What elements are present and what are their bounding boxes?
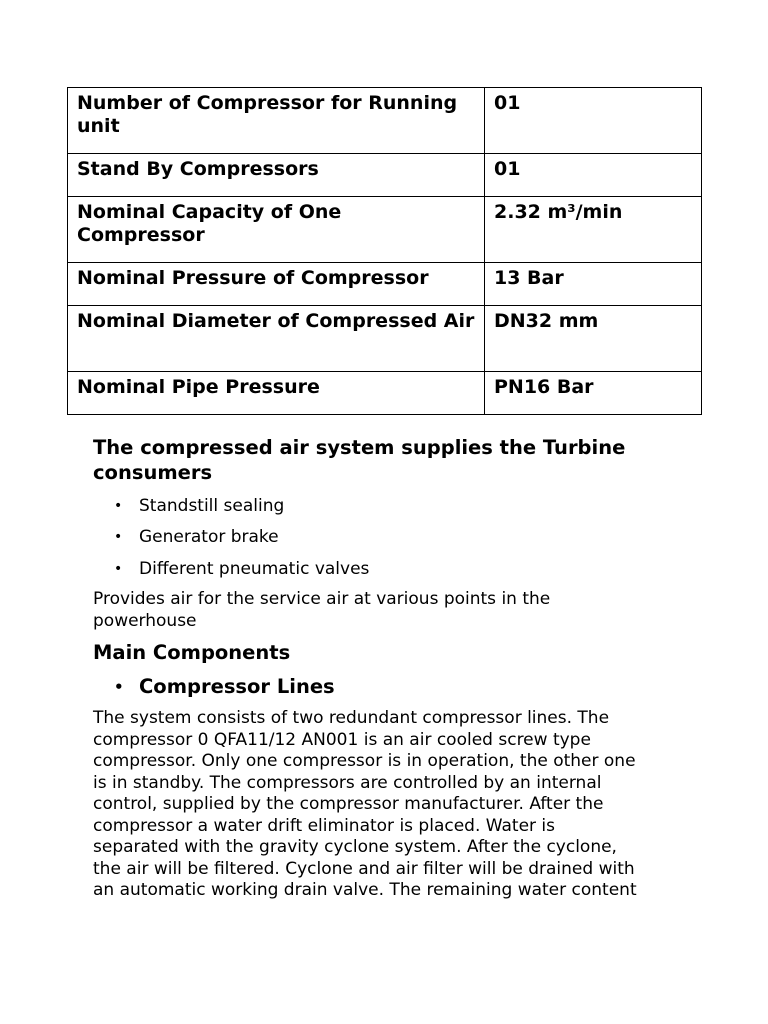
paragraph-line: is in standby. The compressors are controlled by an internal: [93, 772, 602, 793]
table-row: [68, 197, 702, 263]
section-heading: The compressed air system supplies the Turbine consumers: [93, 436, 626, 484]
spec-label: Number of Compressor for Running unit: [68, 88, 485, 154]
paragraph-line: compressor a water drift eliminator is placed. Water is: [93, 815, 555, 836]
spec-label: Nominal Diameter of Compressed Air: [68, 306, 485, 372]
spec-label: Stand By Compressors: [68, 154, 485, 197]
paragraph: Provides air for the service air at various points in the powerhouse: [93, 589, 551, 631]
table-row: [68, 154, 702, 197]
spec-label: Nominal Pressure of Compressor: [68, 263, 485, 306]
bullet-icon: •: [114, 678, 124, 696]
list-item: [93, 495, 683, 517]
section-heading: Main Components: [93, 641, 291, 664]
paragraph-line: the air will be filtered. Cyclone and air filter will be drained with: [93, 858, 635, 879]
list-item: [93, 558, 683, 580]
spec-value: DN32 mm: [485, 306, 702, 372]
table-row: [68, 88, 702, 154]
bullet-icon: •: [114, 529, 123, 545]
paragraph-line: an automatic working drain valve. The remaining water content: [93, 880, 637, 900]
consumer-list: [93, 495, 683, 580]
paragraph-line: control, supplied by the compressor manufacturer. After the: [93, 794, 604, 814]
specifications-table: [67, 87, 702, 415]
list-item-text: Compressor Lines: [139, 675, 335, 698]
spec-label: Nominal Pipe Pressure: [68, 372, 485, 415]
list-item: [93, 526, 683, 548]
spec-label: Nominal Capacity of One Compressor: [68, 197, 485, 263]
spec-value: 01: [485, 88, 702, 154]
list-item-text: Standstill sealing: [139, 496, 285, 516]
list-item-text: Generator brake: [139, 527, 279, 547]
list-item-text: Different pneumatic valves: [139, 559, 370, 579]
spec-value: PN16 Bar: [485, 372, 702, 415]
paragraph-line: separated with the gravity cyclone system. After the cyclone,: [93, 837, 617, 857]
bullet-icon: •: [114, 561, 123, 577]
paragraph: [93, 708, 683, 902]
component-list: [93, 674, 683, 699]
paragraph-line: The system consists of two redundant compressor lines. The: [93, 708, 610, 728]
table-row: [68, 372, 702, 415]
paragraph-line: compressor 0 QFA11/12 AN001 is an air cooled screw type: [93, 729, 591, 750]
paragraph-line: compressor. Only one compressor is in operation, the other one: [93, 751, 636, 771]
spec-value: 01: [485, 154, 702, 197]
bullet-icon: •: [114, 498, 123, 514]
list-item: [93, 674, 683, 699]
spec-value: 13 Bar: [485, 263, 702, 306]
spec-value: 2.32 m³/min: [485, 197, 702, 263]
document-body: [93, 435, 683, 902]
table-row: [68, 263, 702, 306]
table-row: [68, 306, 702, 372]
